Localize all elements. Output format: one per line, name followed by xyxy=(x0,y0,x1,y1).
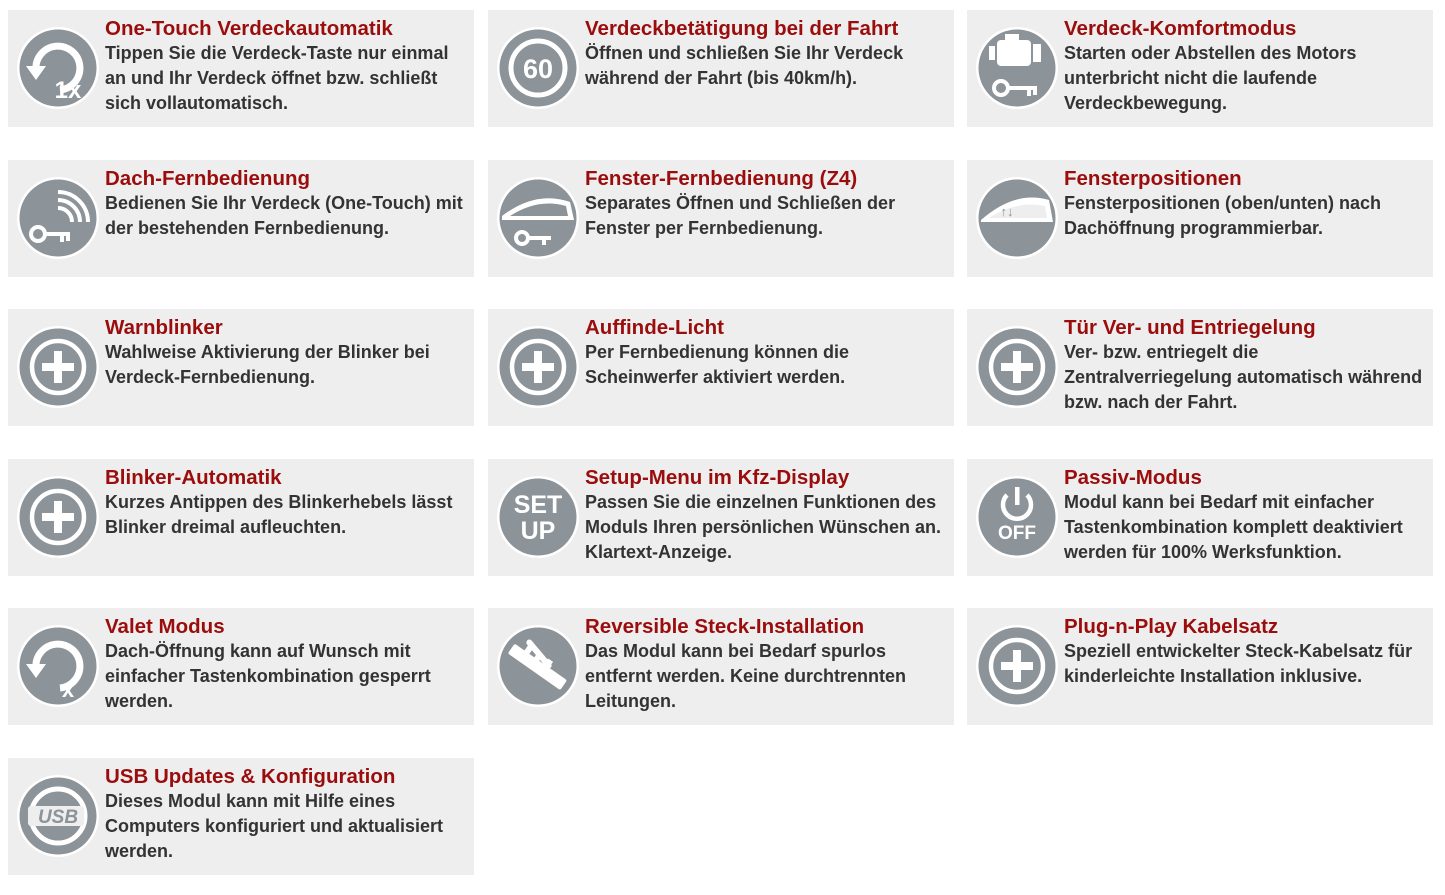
feature-description: Kurzes Antippen des Blinkerhebels lässt Blinker dreimal aufleuchten. xyxy=(105,492,453,537)
feature-title: Passiv-Modus xyxy=(1064,466,1202,489)
plus-icon xyxy=(496,325,580,409)
feature-card xyxy=(8,459,474,576)
feature-card xyxy=(488,160,954,277)
feature-title: Auffinde-Licht xyxy=(585,316,724,339)
feature-card xyxy=(967,160,1433,277)
feature-card xyxy=(967,309,1433,426)
feature-title: Reversible Steck-Installation xyxy=(585,615,865,638)
feature-card xyxy=(488,10,954,127)
feature-card xyxy=(488,459,954,576)
feature-text xyxy=(1064,166,1431,241)
feature-title: Fensterpositionen xyxy=(1064,167,1242,190)
feature-title: Verdeck-Komfortmodus xyxy=(1064,17,1297,40)
feature-text xyxy=(105,166,472,241)
feature-title: Verdeckbetätigung bei der Fahrt xyxy=(585,17,899,40)
feature-description: Öffnen und schließen Sie Ihr Verdeck während der Fahrt (bis 40km/h). xyxy=(585,43,904,88)
feature-description: Dieses Modul kann mit Hilfe eines Computers konfiguriert und aktualisiert werden. xyxy=(105,791,444,861)
feature-card xyxy=(8,608,474,725)
feature-title: USB Updates & Konfiguration xyxy=(105,765,396,788)
feature-description: Wahlweise Aktivierung der Blinker bei Verdeck-Fernbedienung. xyxy=(105,342,430,387)
setup-icon xyxy=(496,475,580,559)
window-arrows-icon xyxy=(975,176,1059,260)
plus-icon xyxy=(975,325,1059,409)
svg-text:USB: USB xyxy=(37,807,79,828)
feature-description: Dach-Öffnung kann auf Wunsch mit einfacher Tastenkombination gesperrt werden. xyxy=(105,641,431,711)
one-touch-icon xyxy=(16,26,100,110)
feature-text xyxy=(1064,465,1431,565)
feature-title: Fenster-Fernbedienung (Z4) xyxy=(585,167,858,190)
feature-description: Speziell entwickelter Steck-Kabelsatz für kinderleichte Installation inklusive. xyxy=(1064,641,1413,686)
feature-title: Blinker-Automatik xyxy=(105,466,282,489)
feature-title: Valet Modus xyxy=(105,615,225,638)
feature-description: Das Modul kann bei Bedarf spurlos entfernt werden. Keine durchtrennten Leitungen. xyxy=(585,641,907,711)
feature-title: Tür Ver- und Entriegelung xyxy=(1064,316,1316,339)
feature-text xyxy=(105,465,472,540)
feature-title: Dach-Fernbedienung xyxy=(105,167,311,190)
feature-card xyxy=(8,758,474,875)
feature-text xyxy=(585,166,952,241)
feature-description: Per Fernbedienung können die Scheinwerfer aktiviert werden. xyxy=(585,342,850,387)
feature-text xyxy=(105,764,472,864)
feature-title: Setup-Menu im Kfz-Display xyxy=(585,466,850,489)
svg-text:SET: SET xyxy=(513,491,563,519)
svg-text:x: x xyxy=(61,677,75,702)
feature-card xyxy=(967,459,1433,576)
feature-description: Fensterpositionen (oben/unten) nach Dachöffnung programmierbar. xyxy=(1064,193,1382,238)
svg-text:↑↓: ↑↓ xyxy=(1000,204,1014,219)
feature-description: Ver- bzw. entriegelt die Zentralverriegelung automatisch während bzw. nach der Fahrt. xyxy=(1064,342,1423,412)
svg-text:1x: 1x xyxy=(54,77,82,104)
usb-icon xyxy=(16,774,100,858)
feature-text xyxy=(585,16,952,91)
plus-icon xyxy=(16,325,100,409)
feature-text xyxy=(1064,16,1431,116)
feature-description: Passen Sie die einzelnen Funktionen des Moduls Ihren persönlichen Wünschen an. Klartext-Anzeige. xyxy=(585,492,942,562)
svg-text:60: 60 xyxy=(522,54,554,84)
feature-title: One-Touch Verdeckautomatik xyxy=(105,17,393,40)
feature-description: Bedienen Sie Ihr Verdeck (One-Touch) mit der bestehenden Fernbedienung. xyxy=(105,193,463,238)
feature-title: Plug-n-Play Kabelsatz xyxy=(1064,615,1279,638)
remote-key-icon xyxy=(16,176,100,260)
feature-text xyxy=(105,315,472,390)
feature-title: Warnblinker xyxy=(105,316,223,339)
feature-card xyxy=(967,608,1433,725)
feature-text xyxy=(585,614,952,714)
feature-description: Modul kann bei Bedarf mit einfacher Tastenkombination komplett deaktiviert werden für 100% Werksfunktion. xyxy=(1064,492,1403,562)
svg-text:OFF: OFF xyxy=(998,523,1036,544)
feature-description: Separates Öffnen und Schließen der Fenster per Fernbedienung. xyxy=(585,193,896,238)
svg-text:UP: UP xyxy=(520,517,556,545)
plus-icon xyxy=(16,475,100,559)
window-key-icon xyxy=(496,176,580,260)
feature-text xyxy=(585,465,952,565)
feature-text xyxy=(105,16,472,116)
feature-text xyxy=(1064,614,1431,689)
feature-card xyxy=(488,608,954,725)
feature-text xyxy=(585,315,952,390)
feature-card xyxy=(488,309,954,426)
no-cut-icon xyxy=(496,624,580,708)
feature-card xyxy=(8,10,474,127)
feature-text xyxy=(1064,315,1431,415)
feature-card xyxy=(967,10,1433,127)
feature-description: Tippen Sie die Verdeck-Taste nur einmal an und Ihr Verdeck öffnet bzw. schließt sich vollautomatisch. xyxy=(105,43,449,113)
power-off-icon xyxy=(975,475,1059,559)
feature-text xyxy=(105,614,472,714)
engine-key-icon xyxy=(975,26,1059,110)
speed-icon xyxy=(496,26,580,110)
valet-icon xyxy=(16,624,100,708)
feature-card xyxy=(8,160,474,277)
feature-card xyxy=(8,309,474,426)
feature-description: Starten oder Abstellen des Motors unterbricht nicht die laufende Verdeckbewegung. xyxy=(1064,43,1357,113)
plus-icon xyxy=(975,624,1059,708)
